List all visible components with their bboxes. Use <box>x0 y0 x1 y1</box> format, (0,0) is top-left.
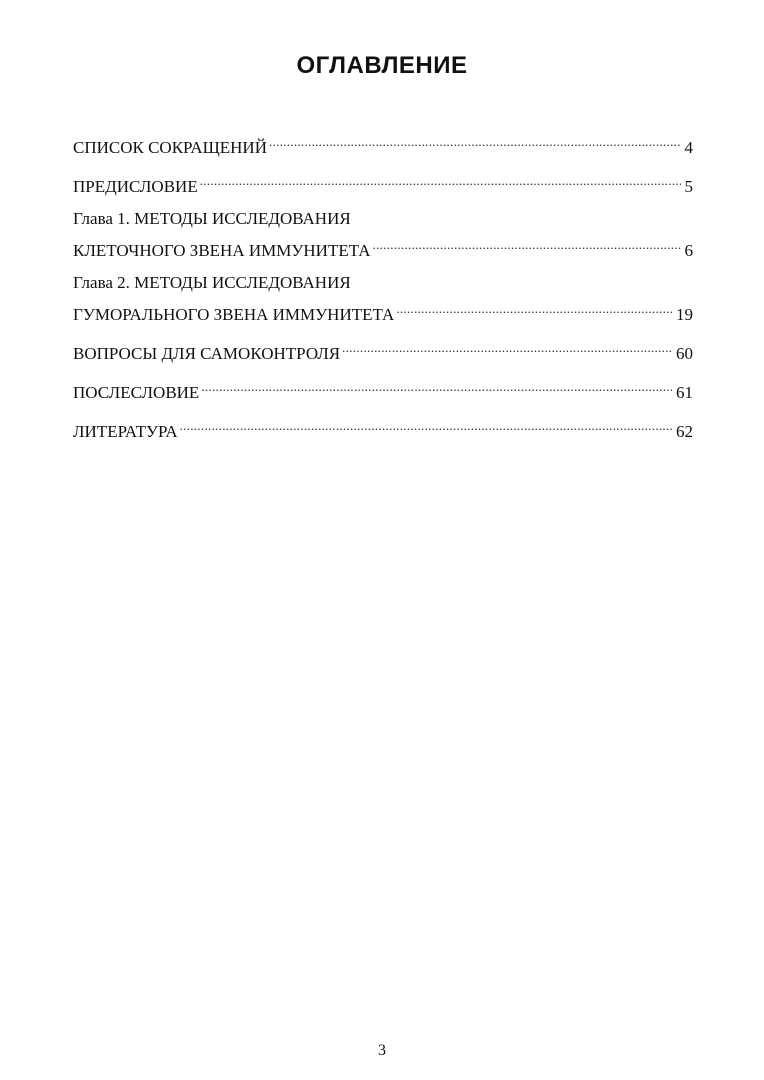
table-of-contents <box>73 128 693 451</box>
dot-leader <box>342 334 672 359</box>
toc-entry-afterword[interactable] <box>73 373 693 405</box>
toc-entry-page: 60 <box>676 344 693 363</box>
toc-entry-literature[interactable] <box>73 412 693 444</box>
toc-entry-title: ЛИТЕРАТУРА <box>73 422 178 441</box>
toc-entry-self-check-questions[interactable] <box>73 334 693 366</box>
dot-leader <box>200 167 681 192</box>
toc-entry-title: ПРЕДИСЛОВИЕ <box>73 177 198 196</box>
dot-leader <box>396 295 672 320</box>
toc-entry-title: СПИСОК СОКРАЩЕНИЙ <box>73 138 267 157</box>
toc-entry-page: 61 <box>676 383 693 402</box>
toc-entry-page: 19 <box>676 305 693 324</box>
toc-entry-page: 62 <box>676 422 693 441</box>
toc-entry-abbreviations[interactable] <box>73 128 693 160</box>
toc-entry-chapter-1[interactable] <box>73 206 693 263</box>
toc-entry-page: 6 <box>684 241 693 260</box>
dot-leader <box>201 373 672 398</box>
page-title: ОГЛАВЛЕНИЕ <box>296 52 468 79</box>
toc-entry-chapter-2[interactable] <box>73 270 693 327</box>
toc-entry-title: КЛЕТОЧНОГО ЗВЕНА ИММУНИТЕТА <box>73 241 371 260</box>
toc-entry-title: ВОПРОСЫ ДЛЯ САМОКОНТРОЛЯ <box>73 344 341 363</box>
toc-entry-title: ПОСЛЕСЛОВИЕ <box>73 383 200 402</box>
toc-entry-title: ГУМОРАЛЬНОГО ЗВЕНА ИММУНИТЕТА <box>73 305 395 324</box>
toc-entry-title-first-line: Глава 2. МЕТОДЫ ИССЛЕДОВАНИЯ <box>73 273 351 292</box>
toc-entry-title-first-line: Глава 1. МЕТОДЫ ИССЛЕДОВАНИЯ <box>73 209 351 228</box>
dot-leader <box>269 128 681 153</box>
dot-leader <box>373 231 681 256</box>
toc-entry-page: 4 <box>684 138 693 157</box>
toc-entry-preface[interactable] <box>73 167 693 199</box>
toc-entry-page: 5 <box>684 177 693 196</box>
page-number: 3 <box>378 1042 386 1059</box>
dot-leader <box>180 412 672 437</box>
